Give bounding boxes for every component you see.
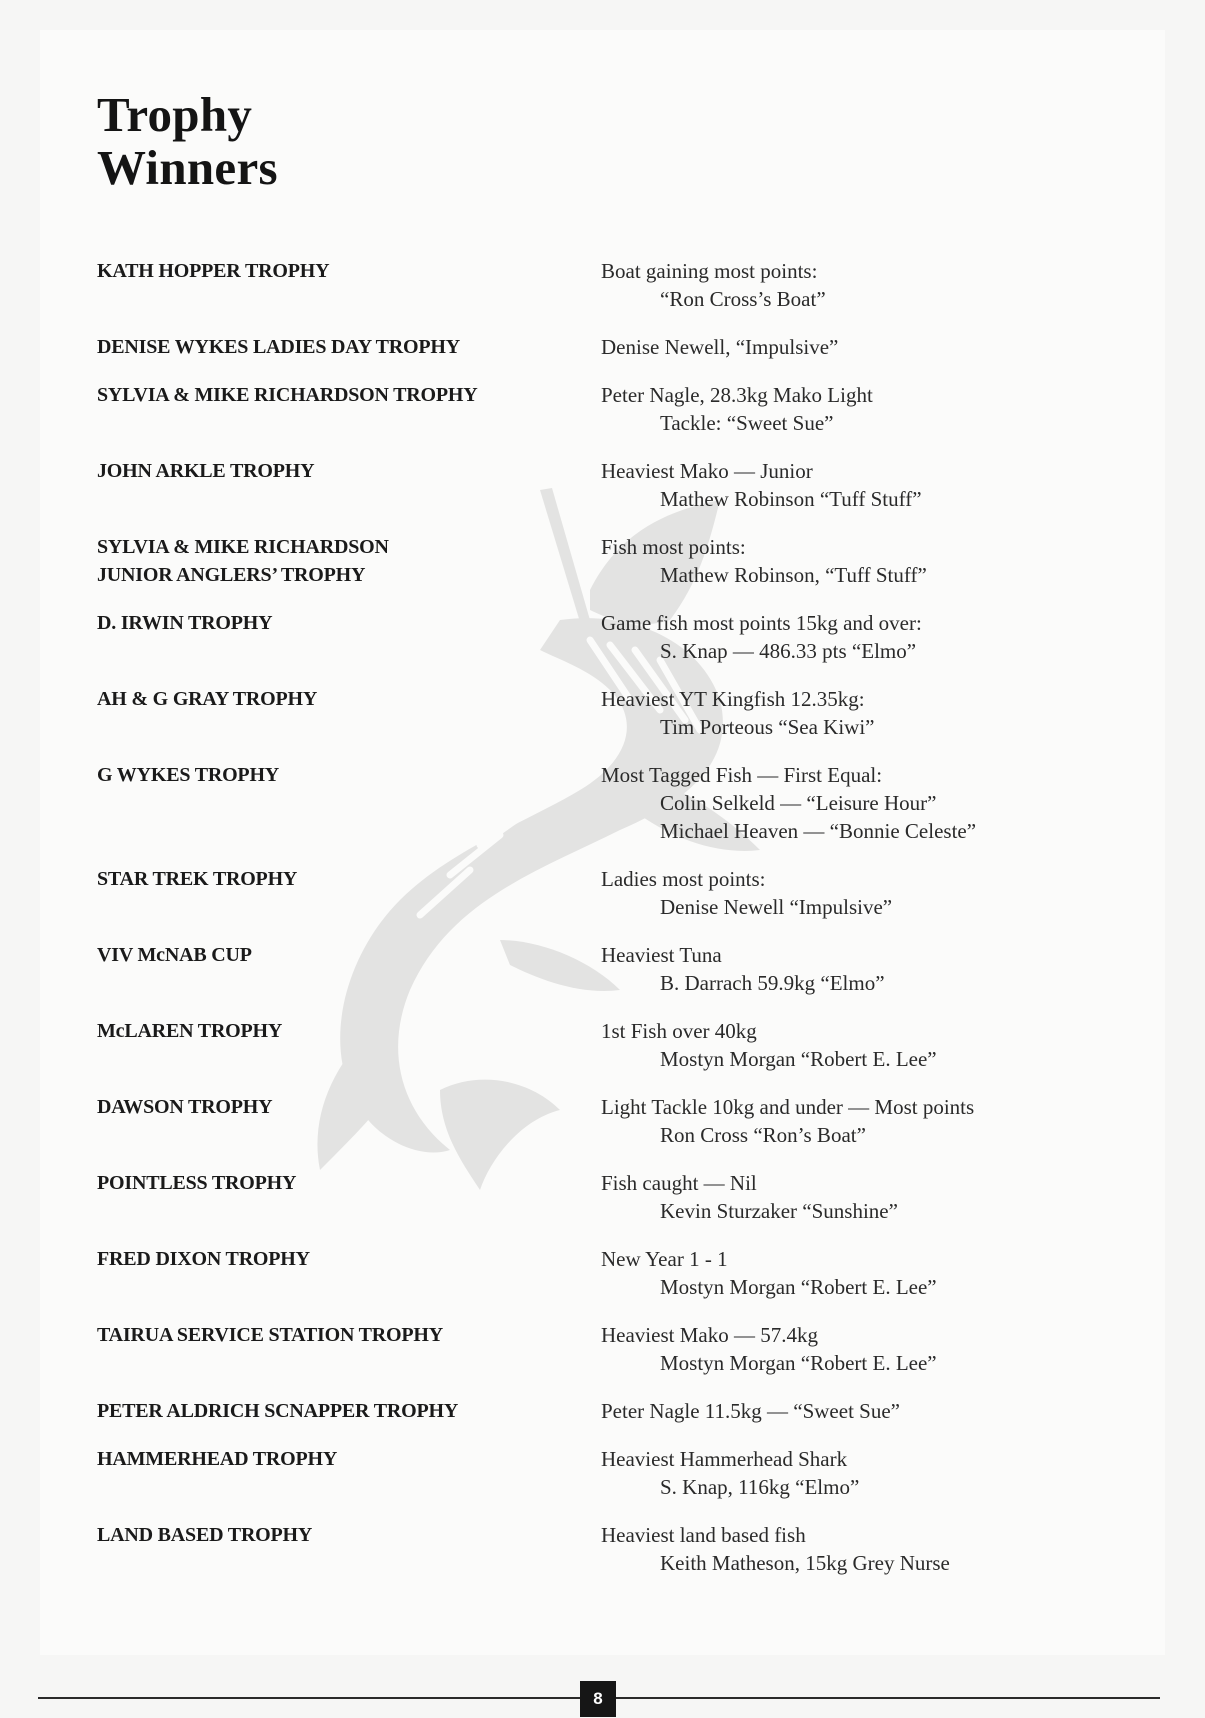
- trophy-winner: Mostyn Morgan “Robert E. Lee”: [660, 1275, 937, 1299]
- trophy-name: JOHN ARKLE TROPHY: [97, 460, 315, 482]
- trophy-name: PETER ALDRICH SCNAPPER TROPHY: [97, 1400, 459, 1422]
- trophy-winner-details: [601, 333, 1161, 361]
- trophy-winner: Michael Heaven — “Bonnie Celeste”: [660, 819, 977, 843]
- trophy-name: G WYKES TROPHY: [97, 764, 280, 786]
- trophy-winner: Tim Porteous “Sea Kiwi”: [660, 715, 875, 739]
- trophy-winner-details: [601, 533, 1161, 589]
- trophy-winner-details: [601, 1321, 1161, 1377]
- trophy-name: HAMMERHEAD TROPHY: [97, 1448, 338, 1470]
- title-line-2: Winners: [97, 140, 278, 195]
- trophy-winner-details: [601, 257, 1161, 313]
- trophy-criteria: Peter Nagle, 28.3kg Mako Light: [601, 383, 873, 407]
- trophy-name: VIV McNAB CUP: [97, 944, 252, 966]
- trophy-winner: “Ron Cross’s Boat”: [660, 287, 826, 311]
- trophy-winner-details: [601, 685, 1161, 741]
- trophy-name: KATH HOPPER TROPHY: [97, 260, 330, 282]
- trophy-winner: Kevin Sturzaker “Sunshine”: [660, 1199, 898, 1223]
- page-title: [97, 88, 278, 194]
- trophy-name: AH & G GRAY TROPHY: [97, 688, 318, 710]
- trophy-name: McLAREN TROPHY: [97, 1020, 283, 1042]
- trophy-criteria: Ladies most points:: [601, 867, 766, 891]
- trophy-name-line: SYLVIA & MIKE RICHARDSON: [97, 536, 389, 558]
- trophy-criteria: Fish most points:: [601, 535, 746, 559]
- trophy-name: TAIRUA SERVICE STATION TROPHY: [97, 1324, 443, 1346]
- trophy-winner-details: [601, 941, 1161, 997]
- trophy-winner-details: [601, 761, 1161, 845]
- trophy-name: STAR TREK TROPHY: [97, 868, 298, 890]
- trophy-name-line: JUNIOR ANGLERS’ TROPHY: [97, 564, 366, 586]
- trophy-winner-details: [601, 1397, 1161, 1425]
- trophy-winner: Mostyn Morgan “Robert E. Lee”: [660, 1047, 937, 1071]
- title-line-1: Trophy: [97, 87, 253, 142]
- trophy-criteria: Heaviest Mako — 57.4kg: [601, 1323, 818, 1347]
- trophy-name: [97, 533, 567, 589]
- page-number: 8: [580, 1681, 616, 1717]
- trophy-name: FRED DIXON TROPHY: [97, 1248, 310, 1270]
- trophy-winner: S. Knap, 116kg “Elmo”: [660, 1475, 860, 1499]
- trophy-criteria: Denise Newell, “Impulsive”: [601, 335, 839, 359]
- trophy-criteria: Light Tackle 10kg and under — Most points: [601, 1095, 975, 1119]
- trophy-winner: Ron Cross “Ron’s Boat”: [660, 1123, 866, 1147]
- trophy-criteria: Game fish most points 15kg and over:: [601, 611, 922, 635]
- trophy-criteria: 1st Fish over 40kg: [601, 1019, 757, 1043]
- trophy-winner-details: [601, 457, 1161, 513]
- trophy-criteria: Heaviest Tuna: [601, 943, 722, 967]
- trophy-winner: Mathew Robinson “Tuff Stuff”: [660, 487, 922, 511]
- trophy-name: SYLVIA & MIKE RICHARDSON TROPHY: [97, 384, 478, 406]
- trophy-winner-details: [601, 1245, 1161, 1301]
- trophy-name: D. IRWIN TROPHY: [97, 612, 273, 634]
- trophy-criteria: Boat gaining most points:: [601, 259, 818, 283]
- trophy-winner: Denise Newell “Impulsive”: [660, 895, 893, 919]
- trophy-name: DENISE WYKES LADIES DAY TROPHY: [97, 336, 460, 358]
- trophy-winner-details: [601, 1521, 1161, 1577]
- trophy-name: POINTLESS TROPHY: [97, 1172, 297, 1194]
- trophy-winner-details: [601, 1445, 1161, 1501]
- trophy-winner-details: [601, 1169, 1161, 1225]
- trophy-criteria: New Year 1 - 1: [601, 1247, 728, 1271]
- trophy-name: DAWSON TROPHY: [97, 1096, 273, 1118]
- trophy-winner-details: [601, 1093, 1161, 1149]
- trophy-winner: B. Darrach 59.9kg “Elmo”: [660, 971, 885, 995]
- trophy-criteria: Most Tagged Fish — First Equal:: [601, 763, 883, 787]
- trophy-winner-details: [601, 865, 1161, 921]
- trophy-winner: S. Knap — 486.33 pts “Elmo”: [660, 639, 917, 663]
- trophy-name: LAND BASED TROPHY: [97, 1524, 313, 1546]
- trophy-winner: Colin Selkeld — “Leisure Hour”: [660, 791, 937, 815]
- trophy-winner: Keith Matheson, 15kg Grey Nurse: [660, 1551, 950, 1575]
- trophy-criteria: Heaviest YT Kingfish 12.35kg:: [601, 687, 865, 711]
- trophy-winner: Mostyn Morgan “Robert E. Lee”: [660, 1351, 937, 1375]
- trophy-criteria: Heaviest Hammerhead Shark: [601, 1447, 848, 1471]
- trophy-winner-details: [601, 1017, 1161, 1073]
- trophy-criteria: Heaviest land based fish: [601, 1523, 806, 1547]
- trophy-winner: Tackle: “Sweet Sue”: [660, 411, 834, 435]
- trophy-criteria: Peter Nagle 11.5kg — “Sweet Sue”: [601, 1399, 900, 1423]
- trophy-winner: Mathew Robinson, “Tuff Stuff”: [660, 563, 927, 587]
- trophy-criteria: Heaviest Mako — Junior: [601, 459, 813, 483]
- trophy-winner-details: [601, 381, 1161, 437]
- trophy-winner-details: [601, 609, 1161, 665]
- trophy-criteria: Fish caught — Nil: [601, 1171, 757, 1195]
